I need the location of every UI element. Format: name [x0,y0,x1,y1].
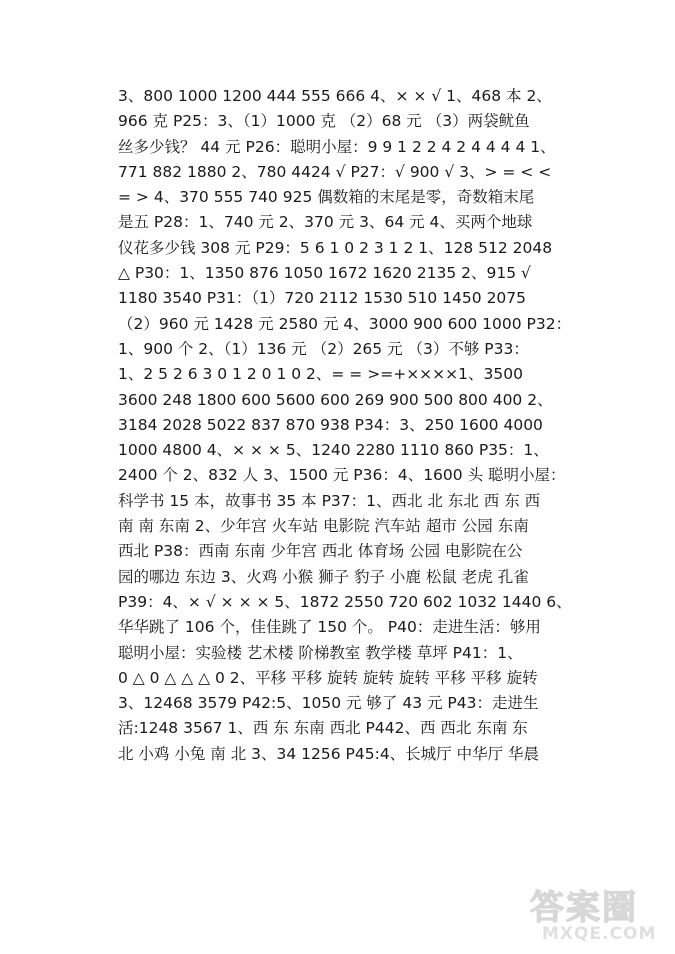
text-line: 1000 4800 4、× × × 5、1240 2280 1110 860 P35：1、 [118,441,549,460]
text-line: = > 4、370 555 740 925 偶数箱的末尾是零，奇数箱末尾 [118,188,535,207]
text-line: 北 小鸡 小兔 南 北 3、34 1256 P45:4、长城厅 中华厅 华晨 [118,744,540,763]
text-line: 1180 3540 P31：（1）720 2112 1530 510 1450 2075 [118,289,527,308]
text-line: 活:1248 3567 1、西 东 东南 西北 P442、西 西北 东南 东 [118,719,528,738]
watermark-main-text: 答案圈 [530,888,638,928]
text-line: 南 南 东南 2、少年宫 火车站 电影院 汽车站 超市 公园 东南 [118,517,529,536]
text-line: 3、800 1000 1200 444 555 666 4、× × √ 1、468 本 2、 [118,87,552,105]
text-line: 西北 P38：西南 东南 少年宫 西北 体育场 公园 电影院在公 [118,542,523,561]
text-line: 仪花多少钱 308 元 P29：5 6 1 0 2 3 1 2 1、128 512 2048 [118,238,553,257]
text-line: 3184 2028 5022 837 870 938 P34：3、250 1600 4000 [118,415,543,434]
text-line: 3、12468 3579 P42:5、1050 元 够了 43 元 P43：走进生 [118,694,539,713]
text-line: △ P30：1、1350 876 1050 1672 1620 2135 2、915 √ [118,264,531,283]
text-line: 聪明小屋：实验楼 艺术楼 阶梯教室 教学楼 草坪 P41：1、 [118,643,523,662]
text-line: 科学书 15 本，故事书 35 本 P37：1、西北 北 东北 西 东 西 [118,491,541,510]
text-line: 1、900 个 2、（1）136 元 （2）265 元 （3）不够 P33： [118,339,529,358]
text-line: （2）960 元 1428 元 2580 元 4、3000 900 600 1000 P32： [118,314,572,333]
watermark-url-text: MXQE.COM [542,924,657,944]
text-line: 3600 248 1800 600 5600 600 269 900 500 800 400 2、 [118,390,553,409]
text-line: 771 882 1880 2、780 4424 √ P27：√ 900 √ 3、> = < < [118,162,552,181]
text-line: 0 △ 0 △ △ △ 0 2、平移 平移 旋转 旋转 旋转 平移 平移 旋转 [118,668,538,687]
text-line: 园的哪边 东边 3、火鸡 小猴 狮子 豹子 小鹿 松鼠 老虎 孔雀 [118,567,529,586]
text-line: 华华跳了 106 个，佳佳跳了 150 个。 P40：走进生活：够用 [118,618,541,637]
text-line: 丝多少钱？ 44 元 P26：聪明小屋：9 9 1 2 2 4 2 4 4 4 4 1、 [118,137,556,156]
text-line: 2400 个 2、832 人 3、1500 元 P36：4、1600 头 聪明小屋： [118,466,566,485]
text-line: 1、2 5 2 6 3 0 1 2 0 1 0 2、= = >=+××××1、3500 [118,365,523,384]
watermark-logo [530,880,670,950]
text-line: P39：4、× √ × × × 5、1872 2550 720 602 1032 1440 6、 [118,592,572,611]
answer-text-block [118,84,578,767]
text-line: 是五 P28：1、740 元 2、370 元 3、64 元 4、买两个地球 [118,213,533,232]
text-line: 966 克 P25：3、（1）1000 克 （2）68 元 （3）两袋鱿鱼 [118,112,530,131]
